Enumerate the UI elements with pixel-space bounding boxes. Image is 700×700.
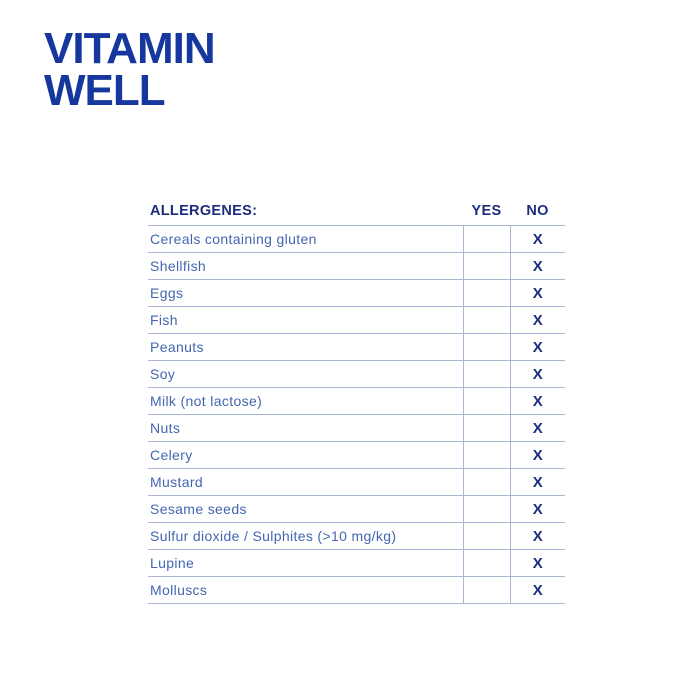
no-cell: X	[510, 577, 565, 604]
allergen-name: Nuts	[148, 415, 463, 442]
table-row	[148, 388, 565, 415]
table-row	[148, 226, 565, 253]
table-row	[148, 469, 565, 496]
no-cell: X	[510, 523, 565, 550]
allergen-name: Sesame seeds	[148, 496, 463, 523]
logo-line-1: VITAMIN	[44, 24, 215, 73]
yes-cell	[463, 415, 510, 442]
no-cell: X	[510, 388, 565, 415]
table-row	[148, 253, 565, 280]
yes-cell	[463, 334, 510, 361]
yes-cell	[463, 226, 510, 253]
no-cell: X	[510, 334, 565, 361]
no-cell: X	[510, 415, 565, 442]
yes-cell	[463, 469, 510, 496]
allergen-name: Cereals containing gluten	[148, 226, 463, 253]
allergen-name: Milk (not lactose)	[148, 388, 463, 415]
table-row	[148, 496, 565, 523]
table-row	[148, 550, 565, 577]
no-cell: X	[510, 550, 565, 577]
no-cell: X	[510, 469, 565, 496]
allergen-table	[148, 196, 565, 604]
no-cell: X	[510, 226, 565, 253]
table-row	[148, 577, 565, 604]
vitamin-well-logo	[44, 24, 215, 115]
yes-column-header: YES	[463, 196, 510, 226]
logo-line-2: WELL	[44, 66, 165, 115]
allergen-name: Fish	[148, 307, 463, 334]
allergen-name: Sulfur dioxide / Sulphites (>10 mg/kg)	[148, 523, 463, 550]
table-row	[148, 334, 565, 361]
table-row	[148, 415, 565, 442]
allergen-name: Mustard	[148, 469, 463, 496]
yes-cell	[463, 361, 510, 388]
allergens-column-header: ALLERGENES:	[148, 196, 463, 226]
yes-cell	[463, 496, 510, 523]
table-row	[148, 307, 565, 334]
allergen-name: Celery	[148, 442, 463, 469]
yes-cell	[463, 442, 510, 469]
table-header-row	[148, 196, 565, 226]
allergen-name: Eggs	[148, 280, 463, 307]
no-column-header: NO	[510, 196, 565, 226]
no-cell: X	[510, 280, 565, 307]
yes-cell	[463, 307, 510, 334]
allergen-name: Molluscs	[148, 577, 463, 604]
allergen-name: Lupine	[148, 550, 463, 577]
yes-cell	[463, 253, 510, 280]
allergen-name: Soy	[148, 361, 463, 388]
allergen-name: Shellfish	[148, 253, 463, 280]
no-cell: X	[510, 253, 565, 280]
no-cell: X	[510, 361, 565, 388]
no-cell: X	[510, 307, 565, 334]
yes-cell	[463, 550, 510, 577]
table-row	[148, 280, 565, 307]
yes-cell	[463, 523, 510, 550]
allergen-name: Peanuts	[148, 334, 463, 361]
table-row	[148, 442, 565, 469]
no-cell: X	[510, 442, 565, 469]
yes-cell	[463, 280, 510, 307]
no-cell: X	[510, 496, 565, 523]
table-row	[148, 361, 565, 388]
yes-cell	[463, 388, 510, 415]
table-row	[148, 523, 565, 550]
yes-cell	[463, 577, 510, 604]
